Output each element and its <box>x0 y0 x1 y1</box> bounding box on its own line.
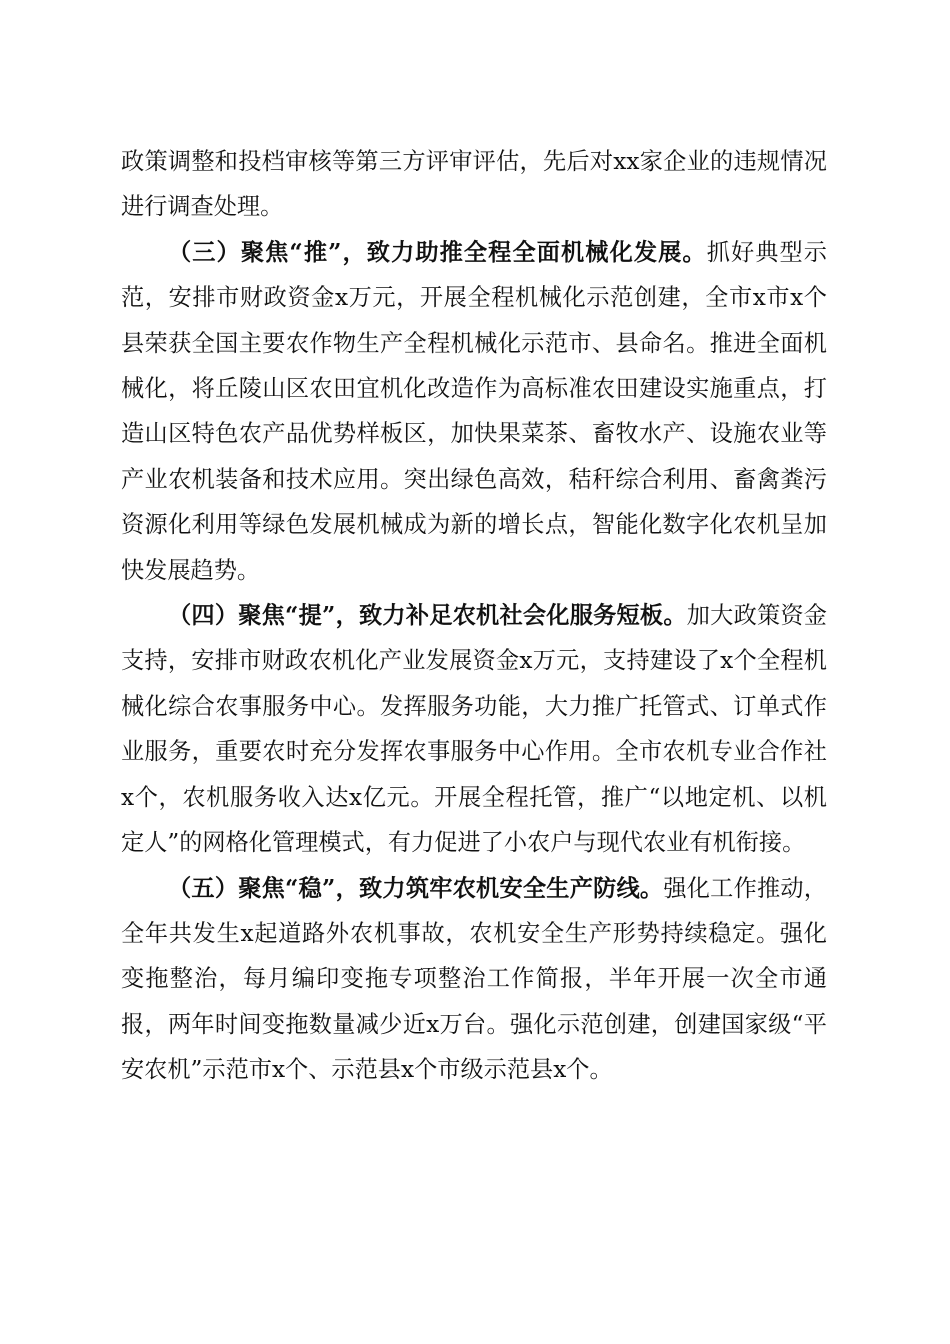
section-5-heading: （五）聚焦“稳”，致力筑牢农机安全生产防线。 <box>168 874 664 902</box>
paragraph-section-3 <box>121 230 827 593</box>
document-body <box>121 139 827 1093</box>
paragraph-continuation <box>121 139 827 230</box>
section-4-heading: （四）聚焦“提”，致力补足农机社会化服务短板。 <box>168 602 687 630</box>
section-5-text: 强化工作推动，全年共发生x起道路外农机事故，农机安全生产形势持续稳定。强化变拖整治，每月编印变拖专项整治工作简报，半年开展一次全市通报，两年时间变拖数量减少近x万台。强化示范创建，创建国家级“平安农机”示范市x个、示范县x个市级示范县x个。 <box>121 874 827 1084</box>
section-3-text: 抓好典型示范，安排市财政资金x万元，开展全程机械化示范创建，全市x市x个县荣获全国主要农作物生产全程机械化示范市、县命名。推进全面机械化，将丘陵山区农田宜机化改造作为高标准农田建设实施重点，打造山区特色农产品优势样板区，加快果菜茶、畜牧水产、设施农业等产业农机装备和技术应用。突出绿色高效，秸秆综合利用、畜禽粪污资源化利用等绿色发展机械成为新的增长点，智能化数字化农机呈加快发展趋势。 <box>121 238 827 584</box>
paragraph-text: 政策调整和投档审核等第三方评审评估，先后对xx家企业的违规情况进行调查处理。 <box>121 148 827 221</box>
paragraph-section-5 <box>121 866 827 1093</box>
section-4-text: 加大政策资金支持，安排市财政农机化产业发展资金x万元，支持建设了x个全程机械化综合农事服务中心。发挥服务功能，大力推广托管式、订单式作业服务，重要农时充分发挥农事服务中心作用。全市农机专业合作社x个，农机服务收入达x亿元。开展全程托管，推广“以地定机、以机定人”的网格化管理模式，有力促进了小农户与现代农业有机衔接。 <box>121 602 827 857</box>
paragraph-section-4 <box>121 593 827 865</box>
section-3-heading: （三）聚焦“推”，致力助推全程全面机械化发展。 <box>168 238 707 266</box>
